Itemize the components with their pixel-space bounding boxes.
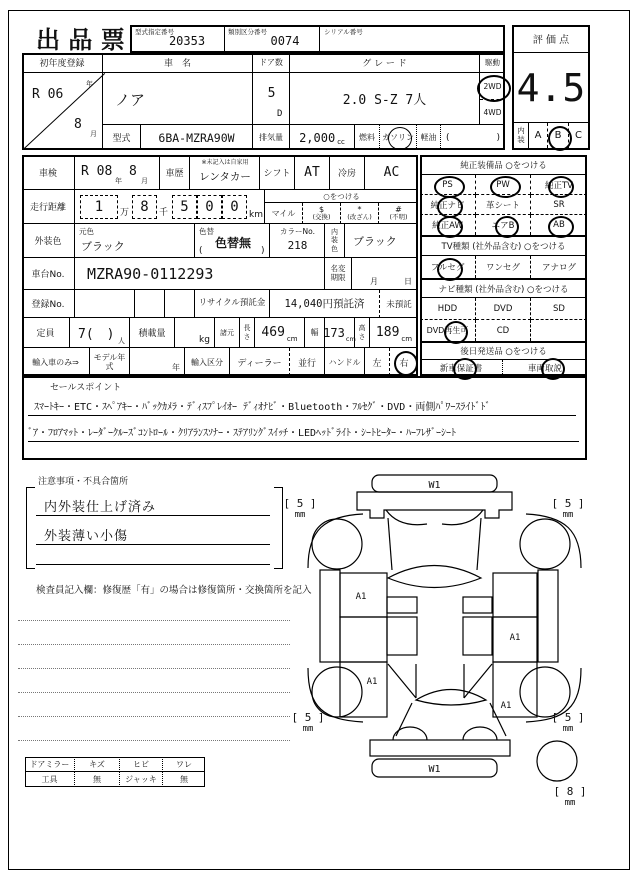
hand-circle-2wd bbox=[477, 75, 511, 102]
load-label: 積載量 bbox=[130, 318, 175, 348]
man-char: 万 bbox=[120, 208, 130, 218]
mileage-man-box: 1 bbox=[80, 195, 118, 219]
int-color-label: 内装色 bbox=[331, 228, 338, 253]
class-code-cell bbox=[225, 25, 320, 53]
color-no-label: カラーNo. bbox=[280, 227, 315, 236]
tools-jack: ジャッキ bbox=[120, 772, 163, 787]
reg-no-cell-2 bbox=[135, 290, 165, 318]
hand-circle-handle-right bbox=[394, 351, 418, 376]
repair-line-5 bbox=[18, 716, 290, 717]
later-warranty: 新車保証書 bbox=[420, 360, 503, 376]
panel-code-rear-right: A1 bbox=[500, 701, 512, 711]
equip-title: 純正装備品 ○をつける bbox=[422, 155, 585, 175]
hand-circle-fullseg bbox=[437, 258, 463, 281]
mileage-mile: マイル bbox=[265, 203, 303, 224]
reg-no-cell-1 bbox=[75, 290, 135, 318]
grade-label: グ レ ー ド bbox=[290, 53, 480, 73]
shift-label: シフト bbox=[260, 155, 295, 190]
length-label-cell bbox=[240, 318, 255, 348]
length-cell bbox=[255, 318, 305, 348]
measure-front-left bbox=[283, 497, 317, 520]
equip-tv: 純正TV bbox=[531, 175, 587, 195]
measure-rear-left-value: [ 5 ] bbox=[291, 711, 325, 724]
fuel-paren-open: ( bbox=[446, 132, 450, 143]
color-no-value: 218 bbox=[287, 238, 308, 252]
measure-spare-value: [ 8 ] bbox=[553, 785, 587, 798]
dollar-sub: (交換) bbox=[312, 212, 331, 221]
notes-line-2: 外装薄い小傷 bbox=[44, 529, 129, 544]
fuel-diesel: 軽油 bbox=[417, 125, 441, 150]
equip-leather: 革シート bbox=[476, 195, 531, 215]
car-diagram bbox=[300, 468, 590, 818]
inspector-note: 検査員記入欄：修復歴「有」の場合は修復箇所・交換箇所を記入 bbox=[36, 585, 312, 596]
hand-circle-interior-b bbox=[548, 126, 572, 151]
measure-spare-unit: mm bbox=[564, 798, 576, 808]
nav-dvd-play: DVD再生可 bbox=[420, 320, 476, 341]
sen-char: 千 bbox=[159, 208, 169, 218]
import-label: 輸入車のみ⇒ bbox=[22, 348, 90, 376]
first-reg-label: 初年度登録 bbox=[22, 53, 103, 73]
length-label: 長さ bbox=[243, 324, 251, 341]
tv-oneseg: ワンセグ bbox=[476, 256, 531, 278]
panel-code-rear-left: A1 bbox=[366, 677, 378, 687]
panel-code-front-left: A1 bbox=[355, 592, 367, 602]
color-change-cell bbox=[195, 224, 270, 258]
dollar-sign: $ bbox=[318, 204, 325, 214]
measure-front-right-value: [ 5 ] bbox=[551, 497, 585, 510]
color-change-paren-close: ) bbox=[261, 246, 265, 256]
first-reg-era: R 06 bbox=[32, 87, 64, 102]
height-cell bbox=[370, 318, 418, 348]
notes-line-1: 内外装仕上げ済み bbox=[44, 500, 157, 515]
measure-rear-left bbox=[291, 711, 325, 734]
color-change-value: 色替無 bbox=[215, 236, 252, 250]
model-year-char: 年 bbox=[172, 363, 180, 372]
shaken-month-char: 月 bbox=[141, 177, 148, 185]
kg-label: kg bbox=[199, 335, 210, 345]
measure-rear-right-value: [ 5 ] bbox=[551, 711, 585, 724]
car-name-label: 車 名 bbox=[103, 53, 253, 73]
doors-value: 5 bbox=[267, 85, 276, 101]
shaken-label: 車検 bbox=[22, 155, 75, 190]
import-class-label: 輸入区分 bbox=[185, 348, 230, 376]
mirror-break: ワレ bbox=[163, 757, 205, 772]
fuel-paren-close: ) bbox=[496, 132, 500, 143]
equip-ab: AB bbox=[553, 220, 565, 230]
interior-grade-a: A bbox=[529, 123, 548, 148]
car-name-value: ノア bbox=[115, 91, 146, 109]
drive-4wd: 4WD bbox=[480, 100, 505, 125]
handle-label: ハンドル bbox=[325, 348, 365, 376]
serial-cell bbox=[320, 25, 505, 53]
hand-circle-dvd-play bbox=[444, 321, 468, 344]
handle-left: 左 bbox=[365, 348, 390, 376]
notes-bracket-left bbox=[26, 487, 35, 569]
equip-pw: PW bbox=[476, 175, 531, 195]
star-sub: (改ざん) bbox=[347, 212, 372, 221]
later-manual: 車両取説 bbox=[527, 364, 562, 374]
front-bumper-code: W1 bbox=[428, 480, 441, 491]
width-cell bbox=[325, 318, 355, 348]
disp-label: 排気量 bbox=[253, 125, 290, 150]
name-change-label: 名変期限 bbox=[330, 263, 346, 282]
hand-circle-airbag bbox=[495, 216, 519, 238]
hand-circle-manual bbox=[541, 358, 565, 380]
recycle-label: リサイクル預託金 bbox=[195, 290, 270, 318]
shaken-date-cell bbox=[75, 155, 160, 190]
repair-line-6 bbox=[18, 740, 290, 741]
shaken-era: R 08 bbox=[81, 164, 113, 179]
cool-value: AC bbox=[365, 155, 418, 190]
sales-underline-1 bbox=[28, 415, 576, 416]
first-reg-month-char: 月 bbox=[90, 130, 97, 138]
height-value: 189 bbox=[375, 325, 400, 340]
nav-type-title: ナビ種類 (社外品含む) ○をつける bbox=[420, 278, 587, 298]
repair-line-4 bbox=[18, 692, 290, 693]
history-value: レンタカー bbox=[199, 170, 251, 183]
tv-fullseg: フルセグ bbox=[420, 256, 476, 278]
doors-cell bbox=[253, 73, 290, 125]
month-char: 月 bbox=[370, 277, 378, 286]
first-reg-month: 8 bbox=[74, 117, 82, 132]
interior-label-cell bbox=[514, 123, 529, 148]
drive-label: 駆動 bbox=[480, 53, 505, 73]
serial-label: シリアル番号 bbox=[324, 28, 363, 36]
repair-line-3 bbox=[18, 668, 290, 669]
page-title: 出 品 票 bbox=[36, 26, 125, 54]
hand-circle-warranty bbox=[453, 358, 477, 380]
nav-cd: CD bbox=[476, 320, 531, 341]
measure-spare bbox=[553, 785, 587, 808]
fuel-label: 燃料 bbox=[355, 125, 380, 150]
hash-sub: (不明) bbox=[389, 212, 408, 221]
repair-line-1 bbox=[18, 620, 290, 621]
name-change-date-cell bbox=[352, 258, 418, 290]
hand-circle-aw bbox=[437, 216, 463, 238]
reg-no-cell-3 bbox=[165, 290, 195, 318]
interior-grade-b: B bbox=[548, 123, 569, 148]
width-unit: cm bbox=[345, 335, 356, 343]
car-name-cell bbox=[103, 73, 253, 125]
star-sign: * bbox=[357, 204, 362, 214]
int-color-label-cell bbox=[325, 224, 345, 258]
shift-value: AT bbox=[295, 155, 330, 190]
notes-underline-3 bbox=[36, 564, 270, 565]
mileage-digit-3: 0 bbox=[222, 195, 247, 219]
equip-navi: 純正ナビ bbox=[420, 195, 476, 215]
cool-label: 冷房 bbox=[330, 155, 365, 190]
sales-label: セールスポイント bbox=[50, 383, 122, 393]
model-label: 型式 bbox=[103, 125, 141, 150]
tools-none-2: 無 bbox=[180, 775, 188, 784]
history-cell bbox=[190, 155, 260, 190]
tv-analog: アナログ bbox=[541, 263, 576, 273]
hash-sign: # bbox=[395, 204, 402, 214]
tools-none-1: 無 bbox=[75, 772, 120, 787]
disp-cell bbox=[290, 125, 355, 150]
tv-type-title: TV種類 (社外品含む) ○をつける bbox=[420, 235, 587, 256]
spec-label: 諸元 bbox=[215, 318, 240, 348]
length-unit: cm bbox=[286, 335, 298, 343]
mileage-dollar bbox=[303, 203, 341, 224]
hand-circle-gasoline bbox=[388, 127, 412, 150]
shaken-month: 8 bbox=[129, 164, 137, 179]
import-dealer: ディーラー bbox=[230, 348, 290, 376]
sales-underline-2 bbox=[28, 441, 579, 442]
notes-bracket-right bbox=[274, 487, 283, 569]
height-label: 高さ bbox=[358, 324, 366, 341]
mileage-star bbox=[341, 203, 379, 224]
mileage-digit-2: 0 bbox=[197, 195, 222, 219]
capacity-label: 定員 bbox=[22, 318, 70, 348]
disp-value: 2,000 bbox=[299, 130, 336, 145]
hand-circle-tv bbox=[548, 176, 574, 198]
model-code-cell bbox=[132, 25, 225, 53]
history-label: 車歴 bbox=[160, 155, 190, 190]
color-change-paren-open: ( bbox=[199, 246, 203, 256]
notes-underline-2 bbox=[36, 544, 270, 545]
equip-airbag: エアB bbox=[476, 215, 531, 235]
score-value: 4.5 bbox=[514, 53, 588, 123]
mileage-digit-1: 5 bbox=[172, 195, 197, 219]
chassis-label: 車台No. bbox=[22, 258, 75, 290]
model-value: 6BA-MZRA90W bbox=[141, 125, 253, 150]
drive-2wd: 2WD bbox=[480, 73, 505, 100]
spare-wheel bbox=[537, 741, 577, 781]
mileage-hash bbox=[379, 203, 418, 224]
nav-sd: SD bbox=[531, 298, 587, 320]
base-color-cell bbox=[75, 224, 195, 258]
interior-grade-c: C bbox=[575, 130, 582, 141]
measure-front-left-value: [ 5 ] bbox=[283, 497, 317, 510]
doors-unit: D bbox=[277, 109, 283, 119]
measure-rear-right-unit: mm bbox=[562, 724, 574, 734]
equip-aw: 純正AW bbox=[420, 215, 476, 235]
measure-rear-left-unit: mm bbox=[302, 724, 314, 734]
fuel-gasoline: ガソリン bbox=[380, 125, 417, 150]
fuel-paren-cell bbox=[441, 125, 505, 150]
recycle-none: 未預託 bbox=[380, 290, 418, 318]
mirror-header: ドアミラー bbox=[25, 757, 75, 772]
measure-front-right-unit: mm bbox=[562, 510, 574, 520]
sales-line-1: ｽﾏｰﾄｷｰ・ETC・ｽﾍﾟｱｷｰ・ﾊﾞｯｸｶﾒﾗ・ﾃﾞｨｽﾌﾟﾚｲｵｰ ﾃﾞｨｵﾅﾋﾞ・Bluetooth・ﾌﾙｾｸﾞ・DVD・両側ﾊﾟﾜｰｽﾗｲﾄﾞﾄﾞ bbox=[34, 402, 491, 413]
import-parallel: 並行 bbox=[290, 348, 325, 376]
doors-label: ドア数 bbox=[253, 53, 290, 73]
mileage-label: 走行距離 bbox=[22, 190, 75, 224]
measure-rear-right bbox=[551, 711, 585, 734]
mileage-circle-note: ○をつける bbox=[265, 190, 418, 203]
later-ship-title: 後日発送品 ○をつける bbox=[420, 341, 587, 360]
width-label: 幅 bbox=[305, 318, 325, 348]
name-change-label-cell bbox=[325, 258, 352, 290]
class-code-label: 類別区分番号 bbox=[228, 28, 267, 36]
measure-front-right bbox=[551, 497, 585, 520]
nav-blank-cell bbox=[531, 320, 587, 341]
hand-circle-ps bbox=[434, 176, 465, 198]
first-reg-year-char: 年 bbox=[86, 80, 93, 88]
height-unit: cm bbox=[401, 335, 413, 343]
capacity-value: 7( ) bbox=[78, 327, 115, 342]
score-label: 評 価 点 bbox=[514, 25, 588, 53]
nav-dvd: DVD bbox=[476, 298, 531, 320]
person-char: 人 bbox=[118, 337, 125, 345]
nav-hdd: HDD bbox=[420, 298, 476, 320]
equip-ps: PS bbox=[420, 175, 476, 195]
equip-sr: SR bbox=[531, 195, 587, 215]
recycle-value: 14,040円預託済 bbox=[270, 290, 380, 318]
mirror-scratch: キズ bbox=[75, 757, 120, 772]
capacity-cell bbox=[70, 318, 130, 348]
hand-circle-navi bbox=[437, 196, 463, 218]
height-label-cell bbox=[355, 318, 370, 348]
measure-front-left-unit: mm bbox=[294, 510, 306, 520]
length-value: 469 bbox=[261, 325, 285, 340]
ext-color-label: 外装色 bbox=[22, 224, 75, 258]
disp-unit: cc bbox=[337, 138, 345, 146]
mileage-sen-box: 8 bbox=[132, 195, 157, 219]
sales-line-2: ﾞｱ・ﾌﾛｱﾏｯﾄ・ﾚｰﾀﾞｰｸﾙｰｽﾞｺﾝﾄﾛｰﾙ・ｸﾘｱﾗﾝｽｿﾅｰ・ｽﾃｱﾘﾝｸﾞｽｲｯﾁ・LEDﾍｯﾄﾞﾗｲﾄ・ｼｰﾄﾋｰﾀｰ・ﾊｰﾌﾚｻﾞｰｼｰﾄ bbox=[28, 428, 457, 439]
load-cell bbox=[175, 318, 215, 348]
model-year-label: モデル年式 bbox=[90, 348, 130, 376]
mirror-crack: ヒビ bbox=[120, 757, 163, 772]
shaken-year-char: 年 bbox=[115, 177, 122, 185]
hand-circle-ab bbox=[548, 216, 574, 238]
notes-underline-1 bbox=[36, 515, 270, 516]
model-year-cell bbox=[130, 348, 185, 376]
base-color-label: 元色 bbox=[79, 227, 94, 236]
rear-bumper-code: W1 bbox=[428, 764, 441, 775]
hand-circle-pw bbox=[490, 176, 521, 198]
model-code-value: 20353 bbox=[168, 34, 206, 48]
handle-right: 右 bbox=[399, 358, 409, 369]
grade-value: 2.0 S-Z 7人 bbox=[290, 73, 480, 125]
interior-label: 内装 bbox=[517, 125, 525, 144]
panel-code-right-door: A1 bbox=[509, 633, 521, 643]
model-code-label: 型式指定番号 bbox=[135, 28, 174, 36]
notes-title: 注意事項・不具合箇所 bbox=[38, 477, 129, 487]
color-change-label: 色替 bbox=[199, 227, 214, 236]
day-char: 日 bbox=[404, 277, 412, 286]
int-color-value: ブラック bbox=[345, 224, 418, 258]
reg-no-label: 登録No. bbox=[22, 290, 75, 318]
repair-line-2 bbox=[18, 644, 290, 645]
base-color-value: ブラック bbox=[81, 240, 125, 253]
color-no-cell bbox=[270, 224, 325, 258]
km-label: km bbox=[249, 210, 263, 220]
history-note: ※未記入は自家用 bbox=[201, 159, 249, 166]
width-value: 173 bbox=[323, 325, 345, 340]
class-code-value: 0074 bbox=[270, 34, 300, 48]
chassis-value: MZRA90-0112293 bbox=[75, 258, 325, 290]
tools-header: 工具 bbox=[25, 772, 75, 787]
